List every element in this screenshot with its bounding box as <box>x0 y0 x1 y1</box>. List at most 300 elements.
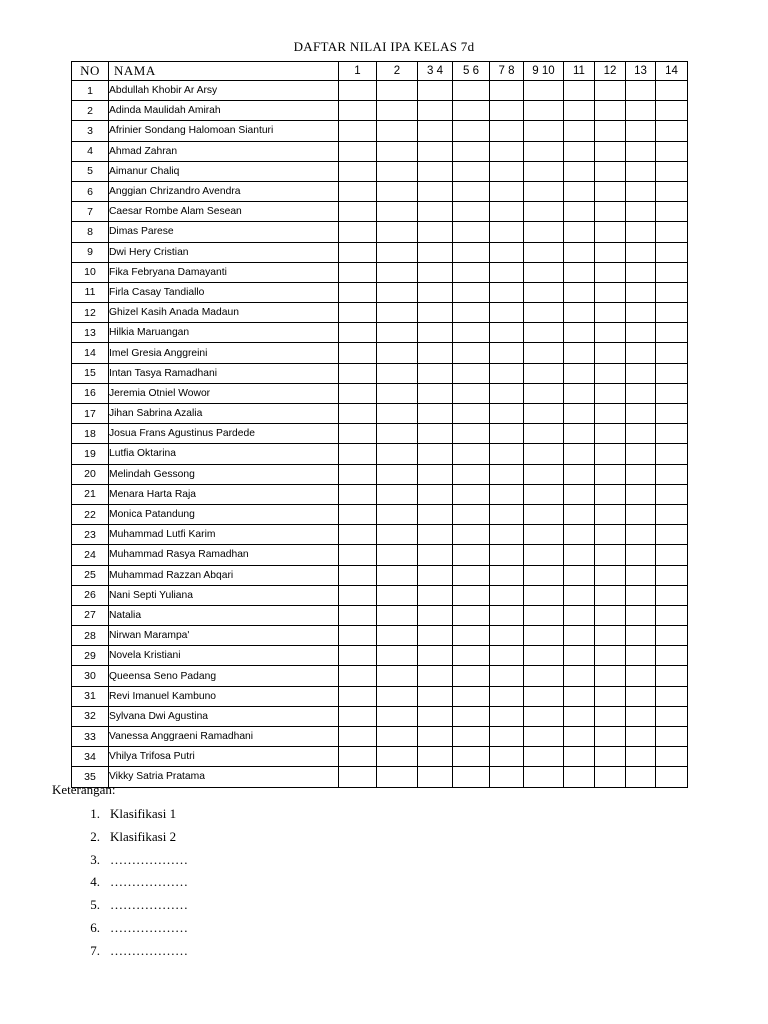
grade-cell[interactable] <box>418 262 453 282</box>
grade-cell[interactable] <box>626 626 656 646</box>
grade-cell[interactable] <box>564 202 595 222</box>
grade-cell[interactable] <box>490 727 524 747</box>
grade-cell[interactable] <box>418 626 453 646</box>
grade-cell[interactable] <box>595 303 626 323</box>
grade-cell[interactable] <box>418 424 453 444</box>
grade-cell[interactable] <box>490 585 524 605</box>
grade-cell[interactable] <box>564 464 595 484</box>
grade-cell[interactable] <box>595 565 626 585</box>
grade-cell[interactable] <box>656 242 688 262</box>
grade-cell[interactable] <box>524 181 564 201</box>
grade-cell[interactable] <box>377 363 418 383</box>
grade-cell[interactable] <box>524 404 564 424</box>
grade-cell[interactable] <box>564 565 595 585</box>
grade-cell[interactable] <box>453 383 490 403</box>
grade-cell[interactable] <box>377 666 418 686</box>
grade-cell[interactable] <box>524 81 564 101</box>
grade-cell[interactable] <box>595 404 626 424</box>
grade-cell[interactable] <box>490 424 524 444</box>
grade-cell[interactable] <box>626 282 656 302</box>
grade-cell[interactable] <box>595 484 626 504</box>
grade-cell[interactable] <box>524 242 564 262</box>
grade-cell[interactable] <box>595 706 626 726</box>
grade-cell[interactable] <box>626 202 656 222</box>
grade-cell[interactable] <box>453 81 490 101</box>
grade-cell[interactable] <box>339 444 377 464</box>
grade-cell[interactable] <box>453 605 490 625</box>
grade-cell[interactable] <box>377 444 418 464</box>
grade-cell[interactable] <box>595 181 626 201</box>
grade-cell[interactable] <box>595 525 626 545</box>
grade-cell[interactable] <box>524 747 564 767</box>
grade-cell[interactable] <box>490 202 524 222</box>
grade-cell[interactable] <box>453 686 490 706</box>
grade-cell[interactable] <box>377 181 418 201</box>
grade-cell[interactable] <box>339 464 377 484</box>
grade-cell[interactable] <box>656 303 688 323</box>
grade-cell[interactable] <box>418 404 453 424</box>
grade-cell[interactable] <box>524 666 564 686</box>
grade-cell[interactable] <box>418 747 453 767</box>
grade-cell[interactable] <box>339 706 377 726</box>
grade-cell[interactable] <box>490 343 524 363</box>
grade-cell[interactable] <box>595 282 626 302</box>
grade-cell[interactable] <box>339 646 377 666</box>
grade-cell[interactable] <box>524 504 564 524</box>
grade-cell[interactable] <box>339 383 377 403</box>
grade-cell[interactable] <box>564 262 595 282</box>
grade-cell[interactable] <box>524 282 564 302</box>
grade-cell[interactable] <box>656 363 688 383</box>
grade-cell[interactable] <box>339 282 377 302</box>
grade-cell[interactable] <box>453 504 490 524</box>
grade-cell[interactable] <box>377 605 418 625</box>
grade-cell[interactable] <box>377 646 418 666</box>
grade-cell[interactable] <box>418 565 453 585</box>
grade-cell[interactable] <box>524 101 564 121</box>
grade-cell[interactable] <box>418 686 453 706</box>
grade-cell[interactable] <box>377 565 418 585</box>
grade-cell[interactable] <box>626 484 656 504</box>
grade-cell[interactable] <box>339 101 377 121</box>
grade-cell[interactable] <box>490 767 524 787</box>
grade-cell[interactable] <box>490 484 524 504</box>
grade-cell[interactable] <box>626 181 656 201</box>
grade-cell[interactable] <box>418 444 453 464</box>
grade-cell[interactable] <box>564 444 595 464</box>
grade-cell[interactable] <box>626 81 656 101</box>
grade-cell[interactable] <box>524 585 564 605</box>
grade-cell[interactable] <box>377 464 418 484</box>
grade-cell[interactable] <box>656 81 688 101</box>
grade-cell[interactable] <box>564 747 595 767</box>
grade-cell[interactable] <box>418 141 453 161</box>
grade-cell[interactable] <box>595 767 626 787</box>
grade-cell[interactable] <box>524 222 564 242</box>
grade-cell[interactable] <box>490 565 524 585</box>
grade-cell[interactable] <box>626 565 656 585</box>
grade-cell[interactable] <box>339 565 377 585</box>
grade-cell[interactable] <box>595 121 626 141</box>
grade-cell[interactable] <box>453 202 490 222</box>
grade-cell[interactable] <box>626 444 656 464</box>
grade-cell[interactable] <box>339 605 377 625</box>
grade-cell[interactable] <box>339 504 377 524</box>
grade-cell[interactable] <box>339 545 377 565</box>
grade-cell[interactable] <box>626 262 656 282</box>
grade-cell[interactable] <box>377 727 418 747</box>
grade-cell[interactable] <box>656 404 688 424</box>
grade-cell[interactable] <box>453 565 490 585</box>
grade-cell[interactable] <box>453 181 490 201</box>
grade-cell[interactable] <box>564 706 595 726</box>
grade-cell[interactable] <box>490 444 524 464</box>
grade-cell[interactable] <box>524 484 564 504</box>
grade-cell[interactable] <box>524 424 564 444</box>
grade-cell[interactable] <box>595 464 626 484</box>
grade-cell[interactable] <box>377 585 418 605</box>
grade-cell[interactable] <box>490 81 524 101</box>
grade-cell[interactable] <box>564 424 595 444</box>
grade-cell[interactable] <box>453 262 490 282</box>
grade-cell[interactable] <box>564 101 595 121</box>
grade-cell[interactable] <box>564 605 595 625</box>
grade-cell[interactable] <box>626 767 656 787</box>
grade-cell[interactable] <box>453 545 490 565</box>
grade-cell[interactable] <box>656 605 688 625</box>
grade-cell[interactable] <box>490 282 524 302</box>
grade-cell[interactable] <box>453 121 490 141</box>
grade-cell[interactable] <box>453 646 490 666</box>
grade-cell[interactable] <box>524 686 564 706</box>
grade-cell[interactable] <box>595 424 626 444</box>
grade-cell[interactable] <box>339 686 377 706</box>
grade-cell[interactable] <box>490 121 524 141</box>
grade-cell[interactable] <box>626 303 656 323</box>
grade-cell[interactable] <box>490 363 524 383</box>
grade-cell[interactable] <box>418 181 453 201</box>
grade-cell[interactable] <box>626 504 656 524</box>
grade-cell[interactable] <box>564 161 595 181</box>
grade-cell[interactable] <box>339 222 377 242</box>
grade-cell[interactable] <box>595 545 626 565</box>
grade-cell[interactable] <box>418 81 453 101</box>
grade-cell[interactable] <box>524 525 564 545</box>
grade-cell[interactable] <box>656 504 688 524</box>
grade-cell[interactable] <box>564 727 595 747</box>
grade-cell[interactable] <box>564 646 595 666</box>
grade-cell[interactable] <box>626 464 656 484</box>
grade-cell[interactable] <box>564 303 595 323</box>
grade-cell[interactable] <box>524 161 564 181</box>
grade-cell[interactable] <box>453 727 490 747</box>
grade-cell[interactable] <box>595 101 626 121</box>
grade-cell[interactable] <box>453 666 490 686</box>
grade-cell[interactable] <box>377 767 418 787</box>
grade-cell[interactable] <box>490 101 524 121</box>
grade-cell[interactable] <box>418 585 453 605</box>
grade-cell[interactable] <box>656 262 688 282</box>
grade-cell[interactable] <box>377 706 418 726</box>
grade-cell[interactable] <box>339 121 377 141</box>
grade-cell[interactable] <box>564 666 595 686</box>
grade-cell[interactable] <box>524 202 564 222</box>
grade-cell[interactable] <box>626 424 656 444</box>
grade-cell[interactable] <box>656 444 688 464</box>
grade-cell[interactable] <box>418 666 453 686</box>
grade-cell[interactable] <box>595 343 626 363</box>
grade-cell[interactable] <box>656 727 688 747</box>
grade-cell[interactable] <box>418 504 453 524</box>
grade-cell[interactable] <box>595 666 626 686</box>
grade-cell[interactable] <box>418 646 453 666</box>
grade-cell[interactable] <box>453 363 490 383</box>
grade-cell[interactable] <box>339 262 377 282</box>
grade-cell[interactable] <box>626 161 656 181</box>
grade-cell[interactable] <box>490 404 524 424</box>
grade-cell[interactable] <box>339 666 377 686</box>
grade-cell[interactable] <box>377 545 418 565</box>
grade-cell[interactable] <box>377 121 418 141</box>
grade-cell[interactable] <box>418 525 453 545</box>
grade-cell[interactable] <box>339 323 377 343</box>
grade-cell[interactable] <box>656 343 688 363</box>
grade-cell[interactable] <box>418 363 453 383</box>
grade-cell[interactable] <box>490 686 524 706</box>
grade-cell[interactable] <box>564 121 595 141</box>
grade-cell[interactable] <box>377 343 418 363</box>
grade-cell[interactable] <box>524 646 564 666</box>
grade-cell[interactable] <box>564 484 595 504</box>
grade-cell[interactable] <box>377 81 418 101</box>
grade-cell[interactable] <box>626 242 656 262</box>
grade-cell[interactable] <box>595 605 626 625</box>
grade-cell[interactable] <box>418 383 453 403</box>
grade-cell[interactable] <box>490 504 524 524</box>
grade-cell[interactable] <box>595 222 626 242</box>
grade-cell[interactable] <box>377 303 418 323</box>
grade-cell[interactable] <box>626 404 656 424</box>
grade-cell[interactable] <box>656 747 688 767</box>
grade-cell[interactable] <box>418 222 453 242</box>
grade-cell[interactable] <box>490 605 524 625</box>
grade-cell[interactable] <box>490 323 524 343</box>
grade-cell[interactable] <box>377 222 418 242</box>
grade-cell[interactable] <box>377 504 418 524</box>
grade-cell[interactable] <box>564 242 595 262</box>
grade-cell[interactable] <box>524 626 564 646</box>
grade-cell[interactable] <box>490 141 524 161</box>
grade-cell[interactable] <box>339 363 377 383</box>
grade-cell[interactable] <box>377 747 418 767</box>
grade-cell[interactable] <box>564 545 595 565</box>
grade-cell[interactable] <box>564 686 595 706</box>
grade-cell[interactable] <box>626 747 656 767</box>
grade-cell[interactable] <box>564 282 595 302</box>
grade-cell[interactable] <box>418 282 453 302</box>
grade-cell[interactable] <box>564 585 595 605</box>
grade-cell[interactable] <box>339 585 377 605</box>
grade-cell[interactable] <box>595 504 626 524</box>
grade-cell[interactable] <box>656 323 688 343</box>
grade-cell[interactable] <box>453 161 490 181</box>
grade-cell[interactable] <box>377 323 418 343</box>
grade-cell[interactable] <box>418 202 453 222</box>
grade-cell[interactable] <box>418 545 453 565</box>
grade-cell[interactable] <box>626 666 656 686</box>
grade-cell[interactable] <box>490 262 524 282</box>
grade-cell[interactable] <box>490 666 524 686</box>
grade-cell[interactable] <box>418 464 453 484</box>
grade-cell[interactable] <box>490 626 524 646</box>
grade-cell[interactable] <box>524 141 564 161</box>
grade-cell[interactable] <box>453 404 490 424</box>
grade-cell[interactable] <box>453 101 490 121</box>
grade-cell[interactable] <box>339 484 377 504</box>
grade-cell[interactable] <box>595 363 626 383</box>
grade-cell[interactable] <box>595 262 626 282</box>
grade-cell[interactable] <box>377 525 418 545</box>
grade-cell[interactable] <box>490 242 524 262</box>
grade-cell[interactable] <box>564 323 595 343</box>
grade-cell[interactable] <box>524 545 564 565</box>
grade-cell[interactable] <box>564 141 595 161</box>
grade-cell[interactable] <box>524 605 564 625</box>
grade-cell[interactable] <box>490 706 524 726</box>
grade-cell[interactable] <box>418 323 453 343</box>
grade-cell[interactable] <box>418 242 453 262</box>
grade-cell[interactable] <box>377 161 418 181</box>
grade-cell[interactable] <box>453 585 490 605</box>
grade-cell[interactable] <box>418 101 453 121</box>
grade-cell[interactable] <box>595 81 626 101</box>
grade-cell[interactable] <box>595 727 626 747</box>
grade-cell[interactable] <box>595 202 626 222</box>
grade-cell[interactable] <box>595 323 626 343</box>
grade-cell[interactable] <box>595 747 626 767</box>
grade-cell[interactable] <box>377 242 418 262</box>
grade-cell[interactable] <box>377 484 418 504</box>
grade-cell[interactable] <box>626 363 656 383</box>
grade-cell[interactable] <box>595 444 626 464</box>
grade-cell[interactable] <box>656 121 688 141</box>
grade-cell[interactable] <box>564 504 595 524</box>
grade-cell[interactable] <box>339 181 377 201</box>
grade-cell[interactable] <box>524 323 564 343</box>
grade-cell[interactable] <box>453 626 490 646</box>
grade-cell[interactable] <box>564 626 595 646</box>
grade-cell[interactable] <box>377 424 418 444</box>
grade-cell[interactable] <box>418 303 453 323</box>
grade-cell[interactable] <box>656 484 688 504</box>
grade-cell[interactable] <box>656 686 688 706</box>
grade-cell[interactable] <box>626 585 656 605</box>
grade-cell[interactable] <box>490 464 524 484</box>
grade-cell[interactable] <box>453 141 490 161</box>
grade-cell[interactable] <box>626 525 656 545</box>
grade-cell[interactable] <box>339 747 377 767</box>
grade-cell[interactable] <box>418 343 453 363</box>
grade-cell[interactable] <box>564 181 595 201</box>
grade-cell[interactable] <box>339 202 377 222</box>
grade-cell[interactable] <box>453 747 490 767</box>
grade-cell[interactable] <box>564 767 595 787</box>
grade-cell[interactable] <box>453 767 490 787</box>
grade-cell[interactable] <box>656 101 688 121</box>
grade-cell[interactable] <box>656 181 688 201</box>
grade-cell[interactable] <box>626 727 656 747</box>
grade-cell[interactable] <box>595 626 626 646</box>
grade-cell[interactable] <box>339 303 377 323</box>
grade-cell[interactable] <box>626 323 656 343</box>
grade-cell[interactable] <box>595 141 626 161</box>
grade-cell[interactable] <box>656 424 688 444</box>
grade-cell[interactable] <box>626 222 656 242</box>
grade-cell[interactable] <box>524 363 564 383</box>
grade-cell[interactable] <box>377 686 418 706</box>
grade-cell[interactable] <box>626 646 656 666</box>
grade-cell[interactable] <box>453 323 490 343</box>
grade-cell[interactable] <box>564 222 595 242</box>
grade-cell[interactable] <box>453 424 490 444</box>
grade-cell[interactable] <box>339 525 377 545</box>
grade-cell[interactable] <box>339 727 377 747</box>
grade-cell[interactable] <box>564 404 595 424</box>
grade-cell[interactable] <box>564 81 595 101</box>
grade-cell[interactable] <box>377 202 418 222</box>
grade-cell[interactable] <box>418 161 453 181</box>
grade-cell[interactable] <box>656 222 688 242</box>
grade-cell[interactable] <box>339 81 377 101</box>
grade-cell[interactable] <box>490 303 524 323</box>
grade-cell[interactable] <box>453 303 490 323</box>
grade-cell[interactable] <box>524 262 564 282</box>
grade-cell[interactable] <box>524 727 564 747</box>
grade-cell[interactable] <box>626 545 656 565</box>
grade-cell[interactable] <box>453 282 490 302</box>
grade-cell[interactable] <box>490 181 524 201</box>
grade-cell[interactable] <box>656 282 688 302</box>
grade-cell[interactable] <box>524 706 564 726</box>
grade-cell[interactable] <box>490 646 524 666</box>
grade-cell[interactable] <box>339 141 377 161</box>
grade-cell[interactable] <box>339 626 377 646</box>
grade-cell[interactable] <box>453 242 490 262</box>
grade-cell[interactable] <box>656 565 688 585</box>
grade-cell[interactable] <box>418 121 453 141</box>
grade-cell[interactable] <box>595 585 626 605</box>
grade-cell[interactable] <box>524 121 564 141</box>
grade-cell[interactable] <box>626 686 656 706</box>
grade-cell[interactable] <box>656 767 688 787</box>
grade-cell[interactable] <box>339 343 377 363</box>
grade-cell[interactable] <box>453 484 490 504</box>
grade-cell[interactable] <box>377 101 418 121</box>
grade-cell[interactable] <box>656 141 688 161</box>
grade-cell[interactable] <box>595 686 626 706</box>
grade-cell[interactable] <box>656 666 688 686</box>
grade-cell[interactable] <box>377 262 418 282</box>
grade-cell[interactable] <box>656 646 688 666</box>
grade-cell[interactable] <box>453 525 490 545</box>
grade-cell[interactable] <box>490 383 524 403</box>
grade-cell[interactable] <box>626 343 656 363</box>
grade-cell[interactable] <box>453 706 490 726</box>
grade-cell[interactable] <box>656 525 688 545</box>
grade-cell[interactable] <box>490 747 524 767</box>
grade-cell[interactable] <box>595 383 626 403</box>
grade-cell[interactable] <box>453 222 490 242</box>
